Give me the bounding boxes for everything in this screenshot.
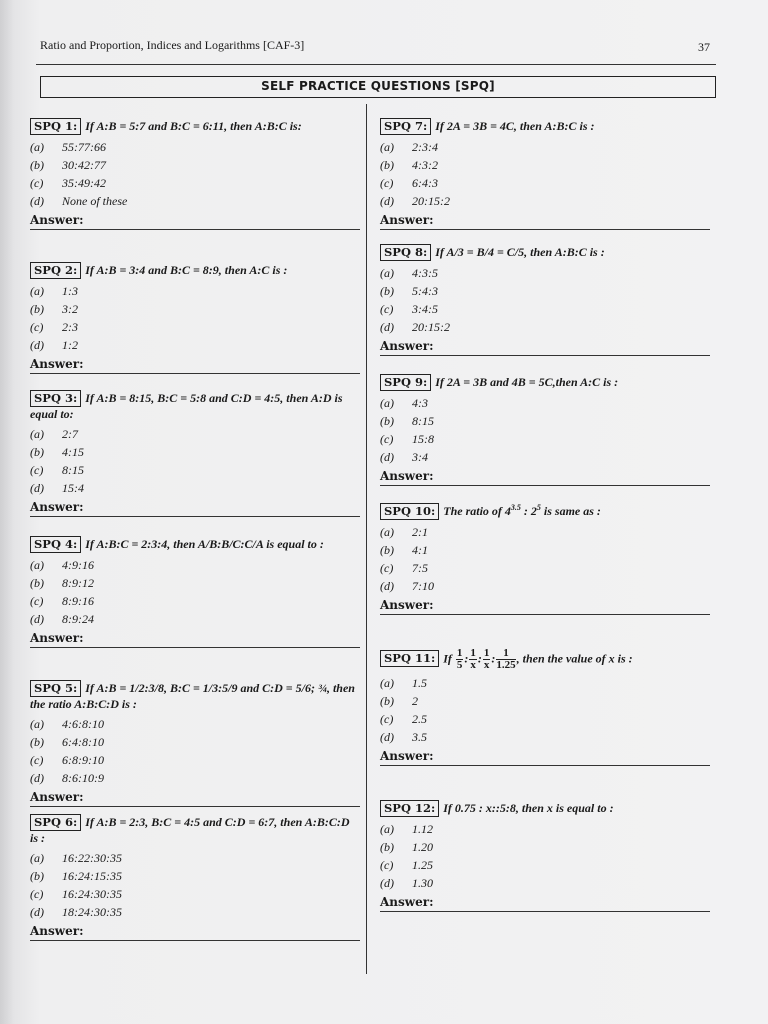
option-label: (a)	[30, 284, 44, 298]
question-stem	[380, 648, 710, 671]
option-label: (d)	[30, 481, 44, 495]
option-item	[30, 157, 360, 175]
option-item	[30, 462, 360, 480]
option-label: (a)	[380, 525, 394, 539]
fraction	[496, 648, 515, 671]
option-label: (b)	[30, 869, 44, 883]
answer-label: Answer:	[380, 749, 434, 763]
question-stem	[380, 244, 710, 261]
options-list	[30, 139, 360, 211]
option-text: 1.5	[412, 676, 427, 690]
question-rule	[380, 355, 710, 356]
question-rule	[380, 614, 710, 615]
answer-label: Answer:	[30, 790, 84, 804]
option-item	[30, 752, 360, 770]
question-text: If A:B = 2:3, B:C = 4:5 and C:D = 6:7, then A:B:C:D is :	[30, 815, 350, 845]
option-label: (b)	[380, 694, 394, 708]
fraction-numerator: 1	[483, 647, 490, 659]
option-label: (a)	[380, 676, 394, 690]
option-item	[380, 449, 710, 467]
question-text: If A:B = 3:4 and B:C = 8:9, then A:C is :	[85, 263, 288, 277]
option-label: (b)	[380, 840, 394, 854]
option-item	[380, 693, 710, 711]
option-text: 20:15:2	[412, 320, 450, 334]
options-list	[380, 675, 710, 747]
fraction-denominator: 1.25	[496, 659, 516, 671]
option-label: (b)	[30, 735, 44, 749]
question-tag: SPQ 8:	[380, 244, 431, 261]
ratio-colon: :	[464, 651, 469, 666]
question-tag: SPQ 5:	[30, 680, 81, 697]
option-item	[30, 480, 360, 498]
option-text: 3:4	[412, 450, 428, 464]
option-label: (a)	[380, 396, 394, 410]
options-list	[380, 265, 710, 337]
option-text: 2	[412, 694, 418, 708]
question-block	[380, 648, 710, 766]
option-text: 2:1	[412, 525, 428, 539]
option-text: 4:3	[412, 396, 428, 410]
answer-label: Answer:	[30, 213, 84, 227]
option-item	[380, 729, 710, 747]
question-block	[30, 536, 360, 648]
option-item	[30, 734, 360, 752]
option-label: (b)	[30, 445, 44, 459]
option-item	[380, 675, 710, 693]
option-item	[380, 265, 710, 283]
option-text: 8:15	[412, 414, 434, 428]
question-stem	[30, 536, 360, 553]
fraction-denominator: x	[470, 659, 476, 671]
option-text: 18:24:30:35	[62, 905, 122, 919]
question-block	[380, 800, 710, 912]
options-list	[30, 426, 360, 498]
ratio-colon: :	[491, 651, 496, 666]
option-label: (d)	[380, 194, 394, 208]
option-label: (c)	[30, 753, 44, 767]
option-text: 8:9:24	[62, 612, 94, 626]
option-text: 2:3	[62, 320, 78, 334]
option-text: 1.20	[412, 840, 433, 854]
fraction	[456, 648, 464, 671]
option-label: (b)	[30, 158, 44, 172]
question-stem	[30, 680, 360, 712]
question-tag: SPQ 1:	[30, 118, 81, 135]
option-text: 4:1	[412, 543, 428, 557]
question-rule	[30, 516, 360, 517]
page-number: 37	[698, 40, 710, 54]
question-stem	[30, 814, 360, 846]
option-item	[30, 593, 360, 611]
option-item	[380, 395, 710, 413]
question-tag: SPQ 10:	[380, 503, 439, 520]
option-text: 8:6:10:9	[62, 771, 104, 785]
option-label: (d)	[380, 320, 394, 334]
option-item	[30, 716, 360, 734]
question-text: : 2	[520, 504, 537, 518]
option-label: (c)	[380, 858, 394, 872]
question-text: If A/3 = B/4 = C/5, then A:B:C is :	[435, 245, 605, 259]
header-rule	[36, 64, 716, 65]
option-item	[30, 283, 360, 301]
option-text: 1.25	[412, 858, 433, 872]
option-label: (b)	[380, 284, 394, 298]
answer-label: Answer:	[30, 631, 84, 645]
option-text: 35:49:42	[62, 176, 106, 190]
question-rule	[380, 911, 710, 912]
fraction-numerator: 1	[456, 647, 463, 659]
option-text: 1.30	[412, 876, 433, 890]
question-rule	[30, 229, 360, 230]
option-text: 15:4	[62, 481, 84, 495]
option-label: (d)	[30, 612, 44, 626]
question-stem	[30, 262, 360, 279]
option-label: (c)	[30, 887, 44, 901]
option-text: 4:6:8:10	[62, 717, 104, 731]
option-item	[30, 319, 360, 337]
option-item	[380, 157, 710, 175]
options-list	[380, 395, 710, 467]
option-label: (d)	[30, 771, 44, 785]
question-text: If	[443, 651, 455, 666]
option-label: (d)	[380, 730, 394, 744]
option-label: (b)	[380, 543, 394, 557]
option-item	[380, 139, 710, 157]
fraction-denominator: x	[483, 659, 490, 671]
option-item	[380, 283, 710, 301]
question-text: If A:B = 5:7 and B:C = 6:11, then A:B:C is:	[85, 119, 302, 133]
question-rule	[30, 647, 360, 648]
option-item	[30, 175, 360, 193]
question-block	[380, 118, 710, 230]
question-block	[30, 680, 360, 807]
option-text: 8:15	[62, 463, 84, 477]
option-text: 1:2	[62, 338, 78, 352]
option-label: (a)	[30, 717, 44, 731]
section-title-box	[40, 76, 716, 98]
question-text: If A:B = 1/2:3/8, B:C = 1/3:5/9 and C:D = 5/6; ¾, then the ratio A:B:C:D is :	[30, 681, 355, 711]
option-label: (a)	[380, 822, 394, 836]
running-header-title: Ratio and Proportion, Indices and Logarithms [CAF-3]	[40, 38, 305, 52]
option-item	[30, 575, 360, 593]
fraction	[483, 648, 491, 671]
question-text: is same as :	[540, 504, 601, 518]
option-text: 15:8	[412, 432, 434, 446]
option-text: 2:3:4	[412, 140, 438, 154]
option-item	[380, 319, 710, 337]
option-item	[380, 413, 710, 431]
option-label: (c)	[30, 463, 44, 477]
option-label: (d)	[380, 450, 394, 464]
answer-label: Answer:	[380, 213, 434, 227]
question-stem	[30, 390, 360, 422]
option-text: 3.5	[412, 730, 427, 744]
option-label: (c)	[380, 712, 394, 726]
fraction-numerator: 1	[470, 647, 476, 659]
option-text: 1.12	[412, 822, 433, 836]
option-item	[30, 611, 360, 629]
option-item	[30, 193, 360, 211]
question-rule	[30, 940, 360, 941]
options-list	[30, 716, 360, 788]
option-label: (a)	[30, 427, 44, 441]
option-text: 2.5	[412, 712, 427, 726]
question-text: , then the value of x is :	[516, 651, 633, 666]
option-text: 5:4:3	[412, 284, 438, 298]
option-item	[30, 904, 360, 922]
options-list	[30, 283, 360, 355]
option-text: 8:9:12	[62, 576, 94, 590]
question-text: If 2A = 3B = 4C, then A:B:C is :	[435, 119, 595, 133]
fraction-numerator: 1	[496, 648, 515, 660]
question-tag: SPQ 4:	[30, 536, 81, 553]
option-item	[30, 770, 360, 788]
answer-label: Answer:	[380, 339, 434, 353]
option-item	[380, 301, 710, 319]
option-item	[380, 193, 710, 211]
question-stem	[380, 374, 710, 391]
question-tag: SPQ 7:	[380, 118, 431, 135]
option-label: (c)	[30, 176, 44, 190]
answer-label: Answer:	[30, 924, 84, 938]
exponent: 3.5	[510, 503, 521, 512]
answer-label: Answer:	[30, 357, 84, 371]
option-text: 8:9:16	[62, 594, 94, 608]
question-rule	[380, 765, 710, 766]
option-text: 1:3	[62, 284, 78, 298]
option-label: (c)	[380, 561, 394, 575]
question-tag: SPQ 3:	[30, 390, 81, 407]
option-item	[380, 560, 710, 578]
option-label: (c)	[380, 302, 394, 316]
option-label: (a)	[30, 558, 44, 572]
option-item	[380, 175, 710, 193]
option-label: (b)	[380, 158, 394, 172]
option-text: 7:5	[412, 561, 428, 575]
option-text: 16:22:30:35	[62, 851, 122, 865]
option-label: (c)	[30, 320, 44, 334]
question-tag: SPQ 9:	[380, 374, 431, 391]
question-stem	[380, 800, 710, 817]
question-text: The ratio of 4	[443, 504, 511, 518]
options-list	[380, 139, 710, 211]
options-list	[30, 557, 360, 629]
option-text: 16:24:30:35	[62, 887, 122, 901]
option-item	[30, 426, 360, 444]
option-label: (b)	[380, 414, 394, 428]
options-list	[380, 821, 710, 893]
option-text: 4:15	[62, 445, 84, 459]
option-label: (c)	[380, 432, 394, 446]
question-block	[30, 814, 360, 941]
option-item	[30, 337, 360, 355]
option-label: (d)	[380, 876, 394, 890]
exponent: 5	[536, 503, 541, 512]
option-item	[380, 821, 710, 839]
option-item	[380, 839, 710, 857]
question-block	[30, 118, 360, 230]
column-divider	[366, 104, 367, 974]
option-label: (c)	[380, 176, 394, 190]
option-item	[30, 557, 360, 575]
question-text: If 0.75 : x::5:8, then x is equal to :	[443, 801, 614, 815]
question-rule	[30, 806, 360, 807]
ratio-colon: :	[477, 651, 482, 666]
question-rule	[30, 373, 360, 374]
option-item	[380, 542, 710, 560]
option-item	[30, 886, 360, 904]
question-block	[30, 262, 360, 374]
option-item	[30, 850, 360, 868]
option-text: 2:7	[62, 427, 78, 441]
option-label: (d)	[30, 905, 44, 919]
answer-label: Answer:	[380, 895, 434, 909]
option-item	[380, 857, 710, 875]
options-list	[30, 850, 360, 922]
section-title: SELF PRACTICE QUESTIONS [SPQ]	[261, 79, 495, 93]
option-label: (d)	[30, 194, 44, 208]
question-stem	[30, 118, 360, 135]
option-item	[380, 711, 710, 729]
option-label: (a)	[380, 140, 394, 154]
option-text: 16:24:15:35	[62, 869, 122, 883]
option-label: (a)	[30, 140, 44, 154]
option-label: (b)	[30, 302, 44, 316]
options-list	[380, 524, 710, 596]
option-label: (d)	[380, 579, 394, 593]
option-label: (c)	[30, 594, 44, 608]
question-block	[380, 374, 710, 486]
option-label: (b)	[30, 576, 44, 590]
option-label: (a)	[380, 266, 394, 280]
question-block	[380, 244, 710, 356]
option-label: (a)	[30, 851, 44, 865]
option-item	[30, 301, 360, 319]
option-text: 4:9:16	[62, 558, 94, 572]
question-rule	[380, 485, 710, 486]
question-block	[380, 500, 710, 615]
option-item	[380, 524, 710, 542]
option-text: 6:8:9:10	[62, 753, 104, 767]
option-item	[30, 139, 360, 157]
option-text: None of these	[62, 194, 128, 208]
option-text: 4:3:5	[412, 266, 438, 280]
fraction-denominator: 5	[456, 659, 463, 671]
fraction	[469, 648, 477, 671]
option-text: 3:2	[62, 302, 78, 316]
question-text: If 2A = 3B and 4B = 5C,then A:C is :	[435, 375, 619, 389]
question-rule	[380, 229, 710, 230]
question-text: If A:B = 8:15, B:C = 5:8 and C:D = 4:5, then A:D is equal to:	[30, 391, 343, 421]
question-block	[30, 390, 360, 517]
question-text: If A:B:C = 2:3:4, then A/B:B/C:C/A is equal to :	[85, 537, 324, 551]
option-text: 30:42:77	[62, 158, 106, 172]
option-label: (d)	[30, 338, 44, 352]
answer-label: Answer:	[380, 598, 434, 612]
option-text: 20:15:2	[412, 194, 450, 208]
option-item	[380, 875, 710, 893]
answer-label: Answer:	[380, 469, 434, 483]
option-text: 6:4:8:10	[62, 735, 104, 749]
option-text: 3:4:5	[412, 302, 438, 316]
option-item	[30, 868, 360, 886]
option-text: 6:4:3	[412, 176, 438, 190]
question-tag: SPQ 6:	[30, 814, 81, 831]
question-tag: SPQ 11:	[380, 650, 439, 667]
option-item	[380, 431, 710, 449]
option-item	[30, 444, 360, 462]
question-tag: SPQ 2:	[30, 262, 81, 279]
question-tag: SPQ 12:	[380, 800, 439, 817]
answer-label: Answer:	[30, 500, 84, 514]
option-text: 4:3:2	[412, 158, 438, 172]
option-text: 7:10	[412, 579, 434, 593]
question-stem	[380, 118, 710, 135]
question-stem	[380, 500, 710, 520]
option-item	[380, 578, 710, 596]
option-text: 55:77:66	[62, 140, 106, 154]
